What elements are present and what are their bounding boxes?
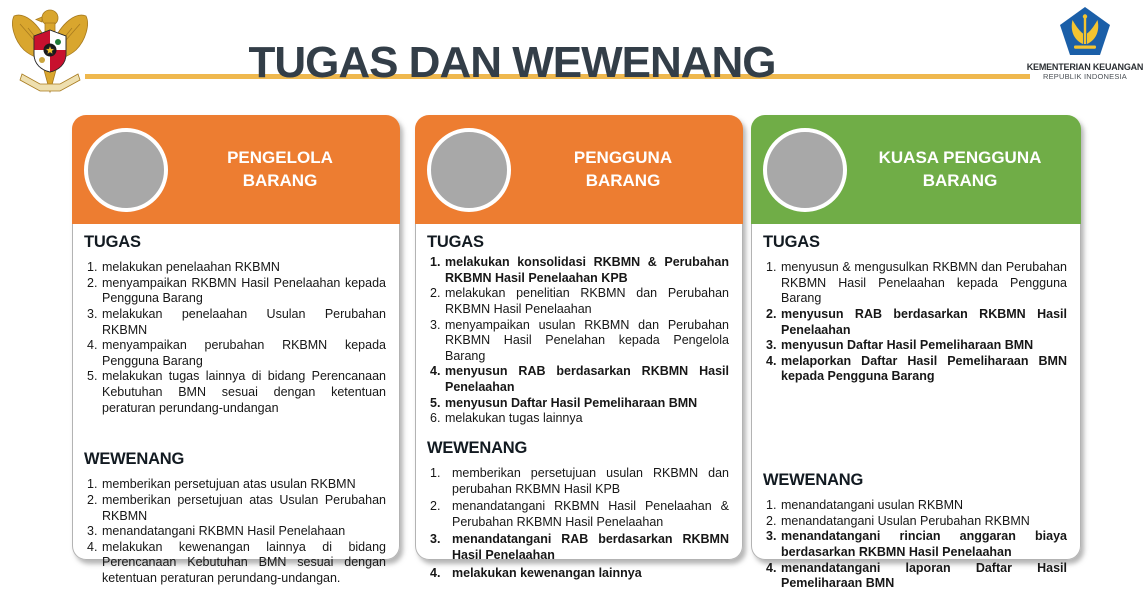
avatar-placeholder-circle xyxy=(427,128,511,212)
card-pengelola-barang xyxy=(72,115,400,585)
list-item: memberikan persetujuan atas Usulan Perubahan RKBMN xyxy=(102,492,386,523)
kemenkeu-name: KEMENTERIAN KEUANGAN xyxy=(1026,62,1144,72)
list-item: menandatangani RKBMN Hasil Penelaahan & Perubahan RKBMN Hasil Penelaahan xyxy=(452,499,729,529)
garuda-pancasila-logo xyxy=(10,4,90,102)
list-item: melakukan kewenangan lainnya xyxy=(452,565,642,580)
wewenang-list xyxy=(427,466,729,581)
list-item: menandatangani Usulan Perubahan RKBMN xyxy=(781,513,1030,528)
card-header xyxy=(415,115,743,224)
list-item: menyampaikan RKBMN Hasil Penelaahan kepada Pengguna Barang xyxy=(102,275,386,306)
list-item: menyusun Daftar Hasil Pemeliharaan BMN xyxy=(445,395,698,410)
wewenang-list xyxy=(763,498,1067,592)
wewenang-list xyxy=(84,477,386,586)
kemenkeu-subtitle: REPUBLIK INDONESIA xyxy=(1042,72,1128,81)
section-heading-wewenang: WEWENANG xyxy=(427,438,528,457)
section-heading-wewenang: WEWENANG xyxy=(84,450,185,469)
list-item: melakukan penelaahan Usulan Perubahan RKBMN xyxy=(102,306,386,337)
tugas-list xyxy=(84,260,386,416)
list-item: melakukan penelitian RKBMN dan Perubahan RKBMN Hasil Penelaahan xyxy=(445,286,729,316)
list-item: melaporkan Daftar Hasil Pemeliharaan BMN kepada Pengguna Barang xyxy=(781,353,1067,384)
section-heading-tugas: TUGAS xyxy=(763,233,820,251)
list-item: melakukan penelaahan RKBMN xyxy=(102,260,280,274)
list-item: menyampaikan perubahan RKBMN kepada Pengguna Barang xyxy=(102,338,386,368)
card-body xyxy=(415,224,743,580)
list-item: menandatangani usulan RKBMN xyxy=(781,498,964,512)
page-title: TUGAS DAN WEWENANG xyxy=(248,38,776,87)
card-title-text: PENGGUNA BARANG xyxy=(573,147,673,190)
list-item: menyusun Daftar Hasil Pemeliharaan BMN xyxy=(781,338,1034,353)
section-heading-wewenang: WEWENANG xyxy=(763,471,864,489)
section-heading-tugas: TUGAS xyxy=(427,233,484,251)
list-item: menyampaikan usulan RKBMN dan Perubahan RKBMN Hasil Penelahan kepada Pengelola Barang xyxy=(445,317,729,363)
card-title xyxy=(168,147,400,193)
card-title-text: KUASA PENGGUNA BARANG xyxy=(878,147,1042,190)
list-item: memberikan persetujuan usulan RKBMN dan perubahan RKBMN Hasil KPB xyxy=(452,465,729,496)
list-item: melakukan tugas lainnya xyxy=(445,411,583,426)
kemenkeu-pentagon-icon xyxy=(1059,6,1111,56)
avatar-placeholder-circle xyxy=(763,128,847,212)
card-body xyxy=(72,224,400,585)
list-item: menyusun RAB berdasarkan RKBMN Hasil Penelaahan xyxy=(781,306,1067,337)
section-heading-tugas: TUGAS xyxy=(84,233,141,251)
list-item: menandatangani rincian anggaran biaya berdasarkan RKBMN Hasil Penelaahan xyxy=(781,529,1067,559)
avatar-placeholder-circle xyxy=(84,128,168,212)
list-item: menandatangani RKBMN Hasil Penelahaan xyxy=(102,524,346,539)
list-item: melakukan konsolidasi RKBMN & Perubahan RKBMN Hasil Penelaahan KPB xyxy=(445,255,729,285)
list-item: menyusun RAB berdasarkan RKBMN Hasil Penelaahan xyxy=(445,364,729,394)
list-item: menandatangani laporan Daftar Hasil Pemeliharaan BMN xyxy=(781,560,1067,591)
list-item: melakukan kewenangan lainnya di bidang Perencanaan Kebutuhan BMN sesuai dengan ketentuan peraturan perundang-undangan. xyxy=(102,539,386,585)
tugas-list xyxy=(763,260,1067,385)
card-title xyxy=(511,147,743,193)
card-header xyxy=(751,115,1081,224)
list-item: menyusun & mengusulkan RKBMN dan Perubahan RKBMN Hasil Penelaahan kepada Pengguna Barang xyxy=(781,260,1067,306)
tugas-list xyxy=(427,255,729,427)
card-title xyxy=(847,147,1081,193)
card-header xyxy=(72,115,400,224)
card-kuasa-pengguna-barang xyxy=(751,115,1081,591)
kemenkeu-logo xyxy=(1024,6,1146,81)
card-title-text: PENGELOLA BARANG xyxy=(227,147,333,190)
list-item: melakukan tugas lainnya di bidang Perencanaan Kebutuhan BMN sesuai dengan ketentuan peraturan perundang-undangan xyxy=(102,369,386,415)
card-body xyxy=(751,224,1081,591)
list-item: memberikan persetujuan atas usulan RKBMN xyxy=(102,477,356,492)
card-pengguna-barang xyxy=(415,115,743,580)
list-item: menandatangani RAB berdasarkan RKBMN Hasil Penelaahan xyxy=(452,532,729,562)
